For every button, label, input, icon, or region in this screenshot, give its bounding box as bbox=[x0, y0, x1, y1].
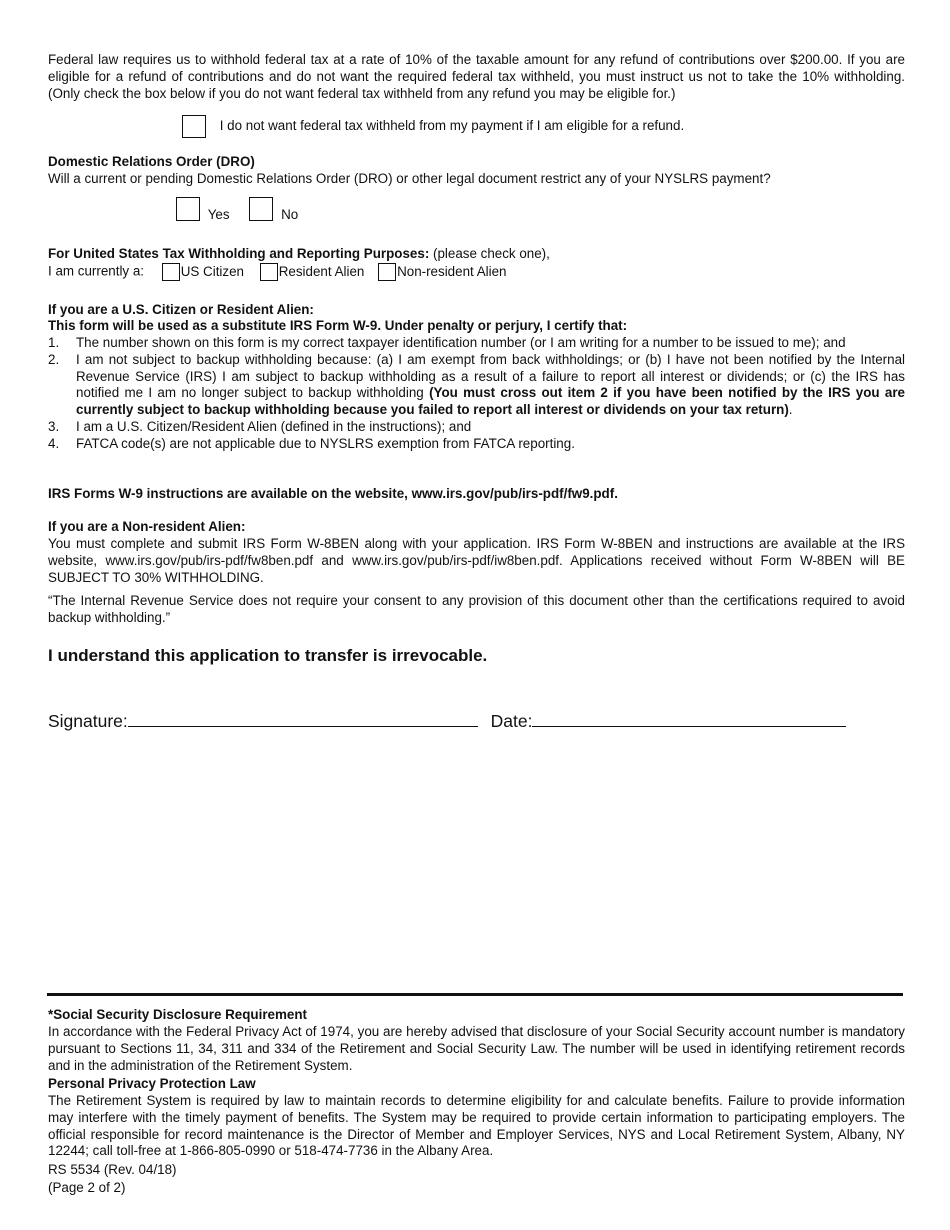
privacy-text: The Retirement System is required by law to maintain records to determine eligibility for and calculate benefits. Failure to provide information may interfere with the timely payment of benefits. The System may be required to provide certain information to participating employers. The official responsible for record maintenance is the Director of Member and Employer Services, NYS and Local Retirement System, Albany, NY 12244; call toll-free at 1-866-805-0990 or 518-474-7736 in the Albany Area. bbox=[48, 1093, 905, 1159]
item-number: 4. bbox=[48, 435, 60, 451]
dro-no-checkbox[interactable] bbox=[249, 197, 273, 221]
withholding-paragraph: Federal law requires us to withhold federal tax at a rate of 10% of the taxable amount for any refund of contributions over $200.00. If you are eligible for a refund of contributions and do not want the required federal tax withheld, you must instruct us not to take the 10% withholding. (Only check the box below if you do not want federal tax withheld from any refund you may be eligible for.) bbox=[48, 52, 905, 101]
date-line[interactable] bbox=[532, 708, 846, 727]
w9-note: IRS Forms W-9 instructions are available on the website, www.irs.gov/pub/irs-pdf/fw9.pdf. bbox=[48, 486, 618, 501]
nonresident-paragraph: You must complete and submit IRS Form W-8BEN along with your application. IRS Form W-8BEN and instructions are available at the IRS website, www.irs.gov/pub/irs-pdf/fw8ben.pdf and www.irs.gov/pub/irs-pdf/iw8ben.pdf. Applications received without Form W-8BEN will BE SUBJECT TO 30% WITHHOLDING. bbox=[48, 536, 905, 585]
dro-yes-label: Yes bbox=[207, 206, 230, 222]
privacy-heading: Personal Privacy Protection Law bbox=[48, 1076, 256, 1091]
item-text: FATCA code(s) are not applicable due to NYSLRS exemption from FATCA reporting. bbox=[76, 435, 575, 451]
signature-row bbox=[48, 708, 846, 732]
resident-alien-checkbox[interactable] bbox=[260, 263, 278, 281]
item-number: 1. bbox=[48, 335, 60, 350]
page-number: (Page 2 of 2) bbox=[48, 1180, 126, 1195]
irrevocable-statement: I understand this application to transfer is irrevocable. bbox=[48, 646, 488, 665]
dro-no-label: No bbox=[281, 206, 299, 222]
tax-status-prompt: I am currently a: bbox=[48, 263, 144, 279]
item-text: I am not subject to backup withholding because: (a) I am exempt from back withholdings; or (b) I have not been notified by the Internal Revenue Service (IRS) I am subject to backup withholding as a result of a failure to report all interest or dividends; or (c) the IRS has notified me I am no longer subject to backup withholding bbox=[76, 351, 905, 401]
item-bold-text: (You must cross out item 2 if you have been notified by the IRS you are currently subject to backup withholding because you failed to report all interest or dividends on your tax return) bbox=[76, 385, 905, 418]
citizen-subheading: This form will be used as a substitute IRS Form W-9. Under penalty or perjury, I certify that: bbox=[48, 318, 628, 333]
certification-item bbox=[48, 436, 905, 453]
item-number: 2. bbox=[48, 351, 60, 367]
certification-item bbox=[48, 419, 905, 436]
certification-list bbox=[48, 335, 905, 453]
tax-status-option-resident-alien[interactable] bbox=[260, 264, 365, 279]
tax-status-heading bbox=[48, 246, 550, 263]
item-text: The number shown on this form is my correct taxpayer identification number (or I am writing for a number to be issued to me); and bbox=[76, 335, 846, 350]
dro-heading: Domestic Relations Order (DRO) bbox=[48, 154, 255, 169]
no-withholding-label: I do not want federal tax withheld from my payment if I am eligible for a refund. bbox=[219, 118, 685, 134]
dro-options bbox=[176, 197, 298, 223]
no-withholding-checkbox[interactable] bbox=[182, 115, 206, 138]
dro-no-option[interactable] bbox=[249, 201, 299, 222]
non-resident-alien-label: Non-resident Alien bbox=[397, 263, 507, 279]
certification-item bbox=[48, 335, 905, 352]
tax-status-option-non-resident-alien[interactable] bbox=[378, 264, 506, 279]
citizen-heading: If you are a U.S. Citizen or Resident Alien: bbox=[48, 302, 314, 317]
dro-yes-option[interactable] bbox=[176, 201, 233, 222]
tax-status-note: (please check one), bbox=[429, 246, 550, 261]
signature-line[interactable] bbox=[128, 708, 478, 727]
us-citizen-label: US Citizen bbox=[180, 263, 244, 279]
us-citizen-checkbox[interactable] bbox=[162, 263, 180, 281]
no-withholding-option[interactable] bbox=[182, 115, 684, 138]
form-id: RS 5534 (Rev. 04/18) bbox=[48, 1162, 177, 1177]
irs-consent-quote: “The Internal Revenue Service does not require your consent to any provision of this document other than the certifications required to avoid backup withholding.” bbox=[48, 593, 905, 625]
nonresident-heading: If you are a Non-resident Alien: bbox=[48, 519, 246, 534]
item-number: 3. bbox=[48, 418, 60, 434]
signature-label: Signature: bbox=[48, 711, 128, 731]
certification-item bbox=[48, 352, 905, 419]
ssn-heading: *Social Security Disclosure Requirement bbox=[48, 1007, 307, 1022]
footer-divider bbox=[47, 993, 903, 996]
date-label: Date: bbox=[490, 711, 533, 731]
tax-status-title: For United States Tax Withholding and Reporting Purposes: bbox=[48, 246, 430, 261]
tax-status-row bbox=[48, 263, 507, 281]
tax-status-option-us-citizen[interactable] bbox=[162, 264, 244, 279]
ssn-text: In accordance with the Federal Privacy Act of 1974, you are hereby advised that disclosure of your Social Security account number is mandatory pursuant to Sections 11, 34, 311 and 334 of the Retirement and Social Security Law. The number will be used in identifying retirement records and in the administration of the Retirement System. bbox=[48, 1024, 905, 1073]
non-resident-alien-checkbox[interactable] bbox=[378, 263, 396, 281]
item-tail: . bbox=[788, 402, 793, 418]
dro-yes-checkbox[interactable] bbox=[176, 197, 200, 221]
dro-question: Will a current or pending Domestic Relations Order (DRO) or other legal document restrict any of your NYSLRS payment? bbox=[48, 171, 771, 186]
resident-alien-label: Resident Alien bbox=[278, 263, 365, 279]
item-text: I am a U.S. Citizen/Resident Alien (defined in the instructions); and bbox=[76, 418, 472, 434]
